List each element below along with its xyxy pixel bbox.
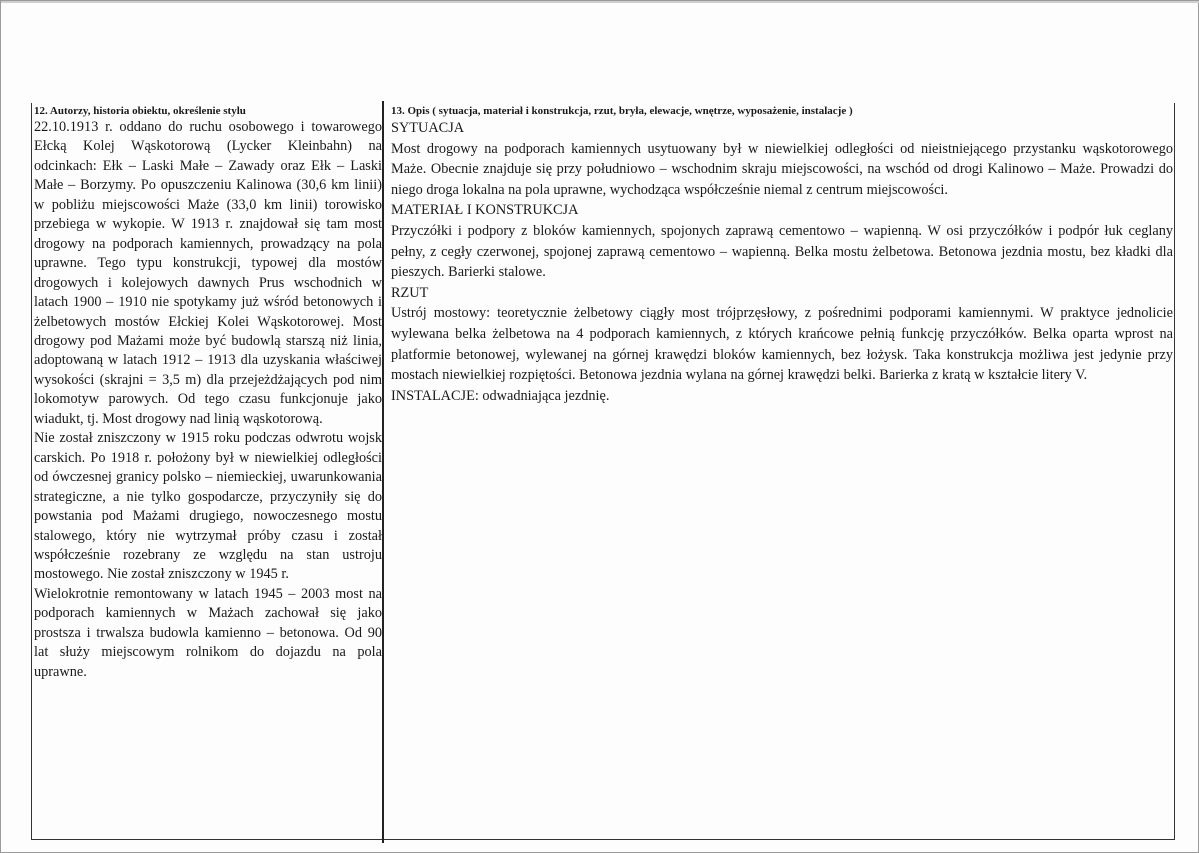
section-text-sytuacja: Most drogowy na podporach kamiennych usytuowany był w niewielkiej odległości od nieistniejącego przystanku wąskotorowego Maże. Obecnie znajduje się przy południowo – wschodnim skraju miejscowości, na wschód od drogi Kalinowo – Maże. Prowadzi do niego droga lokalna na pola uprawne, wychodząca współcześnie niemal z centrum miejscowości. — [391, 140, 1173, 198]
description-column — [391, 104, 1173, 406]
history-heading: 12. Autorzy, historia obiektu, określenie stylu — [34, 105, 246, 117]
section-text-material: Przyczółki i podpory z bloków kamiennych, spojonych zaprawą cementowo – wapienną. W osi przyczółków i podpór łuk ceglany pełny, z cegły czerwonej, spojonej zaprawą cementowo – wapienną. Belka mostu żelbetowa. Betonowa jezdnia mostu, bez kładki dla pieszych. Barierki stalowe. — [391, 222, 1173, 281]
history-paragraph-2: Nie został zniszczony w 1915 roku podczas odwrotu wojsk carskich. Po 1918 r. położony był w niewielkiej odległości od ówczesnej granicy polsko – niemieckiej, uwarunkowania strategiczne, a nie tylko gospodarcze, przyczyniły się do powstania pod Mażami drugiego, nowoczesnego mostu stalowego, który nie wytrzymał próby czasu i został współcześnie rozebrany ze względu na stan ustroju mostowego. Nie został zniszczony w 1945 r. — [34, 430, 382, 583]
history-paragraph-1: 22.10.1913 r. oddano do ruchu osobowego i towarowego Ełcką Kolej Wąskotorową (Lycker Kleinbahn) na odcinkach: Ełk – Laski Małe – Zawady oraz Ełk – Laski Małe – Borzymy. Po opuszczeniu Kalinowa (30,6 km linii) w pobliżu miejscowości Maże (33,0 km linii) torowisko przebiega w wykopie. W 1913 r. znajdował się tam most drogowy na podporach kamiennych, prowadzący na pola uprawne. Tego typu konstrukcji, typowej dla mostów drogowych i kolejowych dawnych Prus wschodnich w latach 1900 – 1910 nie spotykamy już wśród betonowych i żelbetowych mostów Ełckiej Kolei Wąskotorowej. Most drogowy pod Mażami może być budowlą starszą niż linia, adoptowaną w latach 1912 – 1913 dla uzyskania właściwej wysokości (skrajni = 3,5 m) dla przejeżdżających pod nim lokomotyw parowych. Od tego czasu funkcjonuje jako wiadukt, tj. Most drogowy nad linią wąskotorową. — [34, 119, 382, 427]
column-divider — [382, 101, 384, 843]
section-title-material: MATERIAŁ I KONSTRUKCJA — [391, 202, 579, 219]
history-paragraph-3: Wielokrotnie remontowany w latach 1945 – 2003 most na podporach kamiennych w Mażach zachował się jako prostsza i trwalsza budowla kamienno – betonowa. Od 90 lat służy miejscowym rolnikom do dojazdu na pola uprawne. — [34, 585, 382, 680]
section-text-rzut: Ustrój mostowy: teoretycznie żelbetowy ciągły most trójprzęsłowy, z pośrednimi podporami kamiennymi. W praktyce jednolicie wylewana belka żelbetowa na 4 podporach kamiennych, z których krańcowe pełnią funkcję przyczółków. Belka oparta wprost na platformie betonowej, wylewanej na górnej krawędzi bloków kamiennych, bez łożysk. Taka konstrukcja możliwa jest jedynie przy mostach niewielkiej rozpiętości. Betonowa jezdnia wylana na górnej krawędzi belki. Barierka z kratą w kształcie litery V. — [391, 305, 1173, 384]
section-title-rzut: RZUT — [391, 284, 429, 301]
installations-line: INSTALACJE: odwadniająca jezdnię. — [391, 387, 610, 404]
section-title-sytuacja: SYTUACJA — [391, 120, 465, 136]
history-column — [34, 104, 382, 682]
scan-edge — [1, 1, 1199, 3]
description-heading: 13. Opis ( sytuacja, materiał i konstrukcja, rzut, bryła, elewacje, wnętrze, wyposażenie, instalacje ) — [391, 105, 853, 117]
